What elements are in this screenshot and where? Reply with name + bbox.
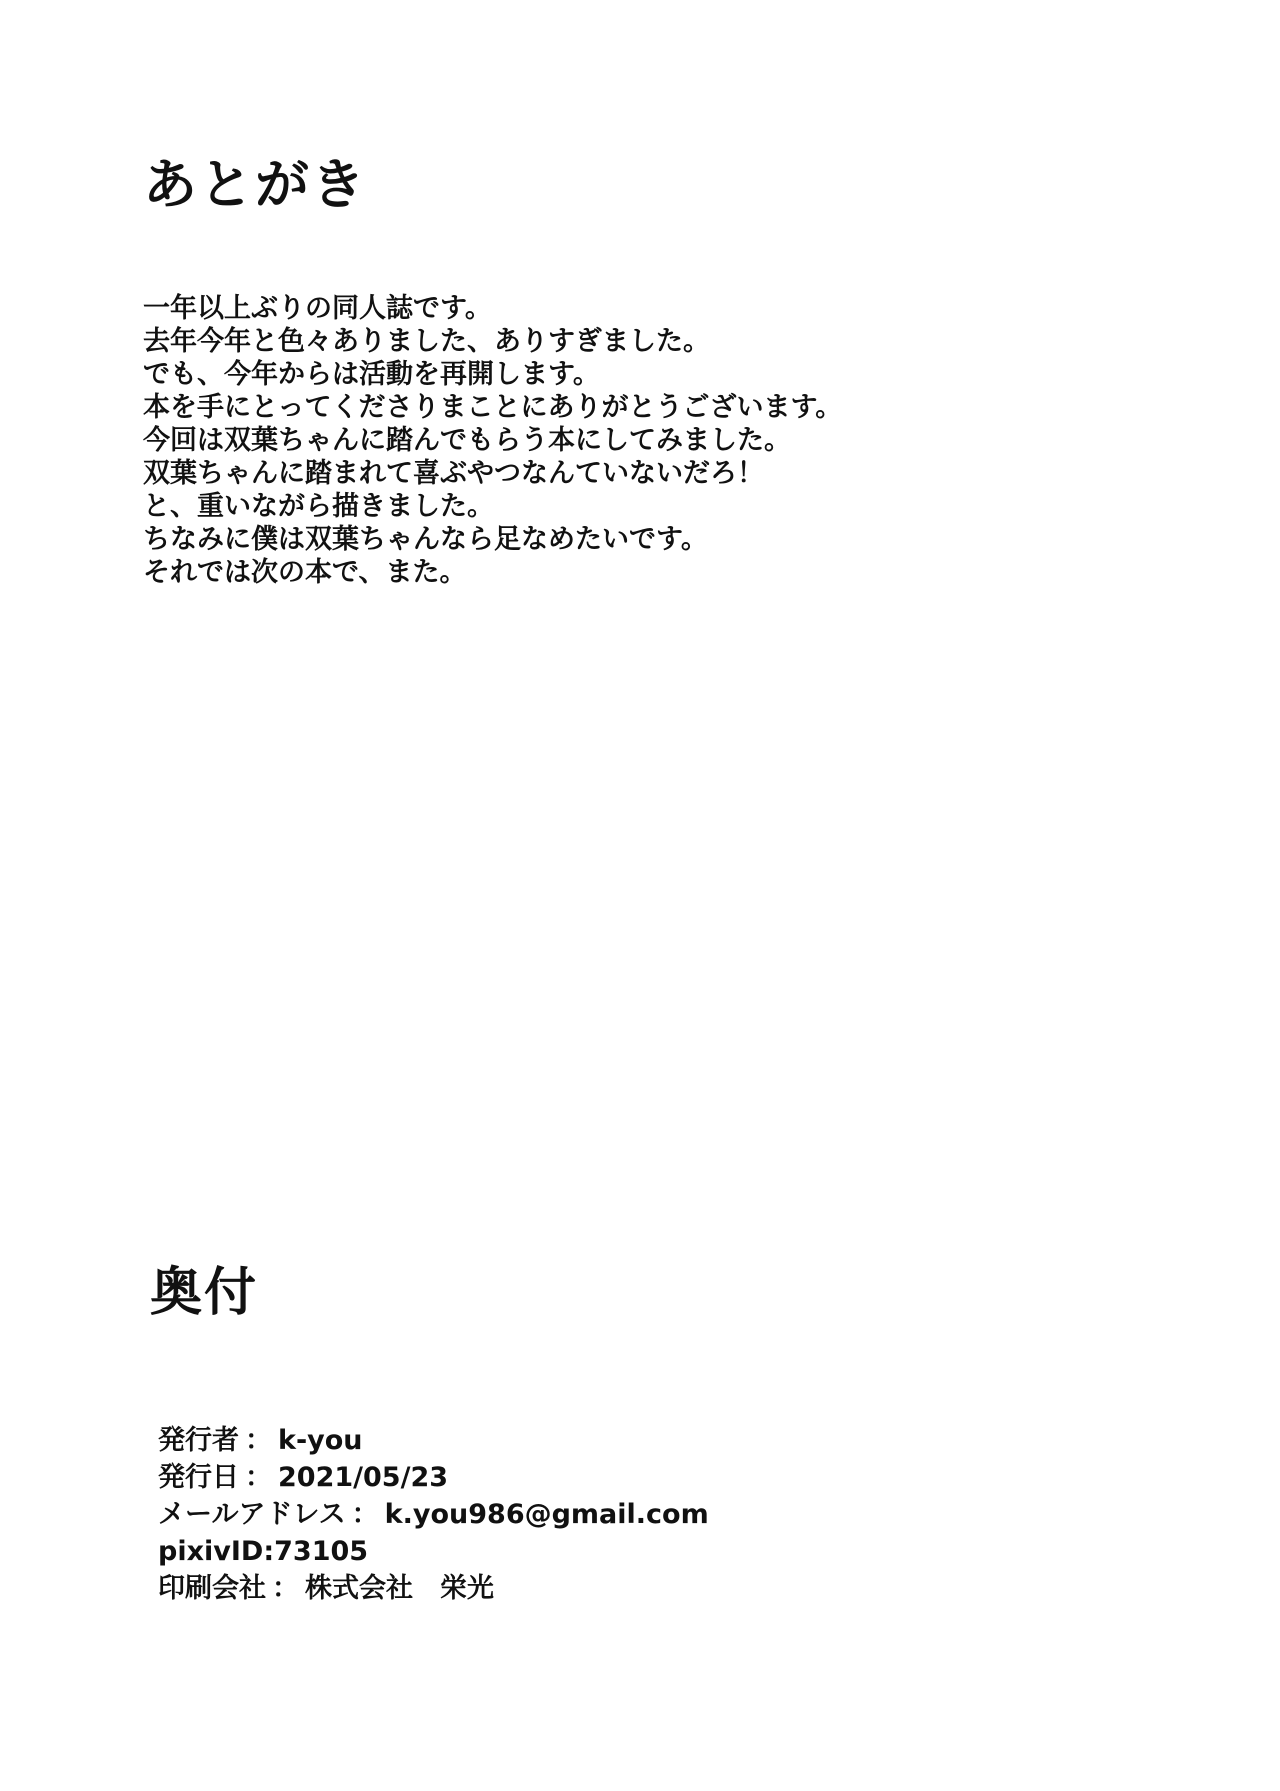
afterword-line: 本を手にとってくださりまことにありがとうございます。 [143,392,843,423]
colophon-row-printer [158,1570,709,1607]
colophon-row-pixiv [158,1533,709,1570]
colophon-heading: 奥付 [150,1263,259,1323]
colophon-row-date [158,1459,709,1496]
afterword-line: でも、今年からは活動を再開します。 [143,359,600,390]
afterword-line: と、重いながら描きました。 [143,491,494,522]
colophon-separator: ： [245,1462,272,1493]
colophon-row-email [158,1496,709,1533]
colophon-label: pixivID [158,1536,264,1567]
colophon-label: メールアドレス [158,1499,346,1530]
afterword-text [143,292,1043,589]
colophon-separator: : [263,1536,275,1567]
afterword-line: 双葉ちゃんに踏まれて喜ぶやつなんていないだろ！ [143,458,764,489]
colophon-value: 73105 [274,1536,369,1567]
afterword-line: 今回は双葉ちゃんに踏んでもらう本にしてみました。 [143,425,791,456]
colophon-row-publisher [158,1422,709,1459]
afterword-heading: あとがき [143,153,367,216]
colophon-label: 発行者 [158,1425,239,1456]
afterword-line: 一年以上ぶりの同人誌です。 [143,293,492,324]
colophon-value: k-you [278,1425,363,1456]
colophon-separator: ： [272,1573,299,1604]
colophon-separator: ： [351,1499,379,1530]
colophon-label: 発行日 [158,1462,239,1493]
colophon-separator: ： [245,1425,272,1456]
afterword-line: 去年今年と色々ありました、ありすぎました。 [143,326,710,357]
colophon-value: 株式会社 栄光 [305,1573,494,1604]
colophon-value: 2021/05/23 [278,1462,449,1493]
colophon-details [158,1422,709,1607]
colophon-label: 印刷会社 [158,1573,266,1604]
colophon-value: k.you986@gmail.com [384,1499,709,1530]
afterword-line: それでは次の本で、また。 [143,557,467,588]
afterword-line: ちなみに僕は双葉ちゃんなら足なめたいです。 [143,524,708,555]
